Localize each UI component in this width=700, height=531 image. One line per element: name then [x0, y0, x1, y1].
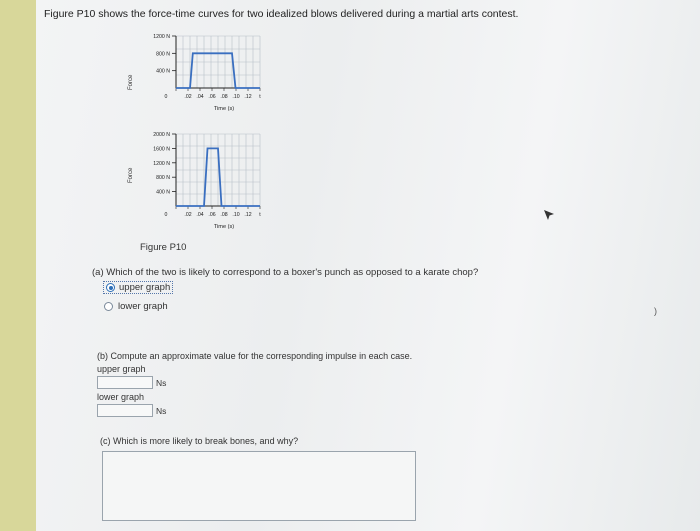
question-c: (c) Which is more likely to break bones, and why? — [100, 436, 299, 446]
lower-xtick-label: .02 — [184, 212, 192, 218]
upper-xlabel: Time (s) — [213, 106, 235, 112]
lower-graph-ylabel: Force — [128, 167, 134, 183]
lower-ytick-label: 400 N — [156, 189, 170, 196]
lower-xtick-label: .04 — [196, 212, 204, 218]
upper-xtick-label: .10 — [232, 94, 240, 100]
problem-statement: Figure P10 shows the force-time curves for two idealized blows delivered during a martial arts contest. — [44, 8, 519, 20]
upper-ytick-label: 400 N — [156, 68, 170, 75]
page-margin-strip — [0, 0, 36, 531]
lower-xtick-label: .08 — [220, 212, 228, 218]
upper-ytick-label: 1200 N — [153, 34, 170, 40]
option-focus-outline — [103, 281, 173, 294]
lower-xtick-label: .12 — [244, 212, 252, 218]
lower-ytick-label: 1200 N — [153, 160, 170, 167]
radio-upper-graph[interactable] — [106, 283, 115, 292]
upper-unit-label: Ns — [156, 378, 167, 388]
upper-xtick-label: .04 — [196, 94, 204, 100]
cursor-arrow-icon — [543, 209, 555, 221]
lower-unit-label: Ns — [156, 406, 167, 416]
upper-xtick-label: t — [259, 94, 261, 100]
lower-force-time-graph — [120, 128, 280, 245]
figure-caption: Figure P10 — [140, 242, 187, 253]
lower-ytick-label: 1600 N — [153, 146, 170, 153]
lower-xtick-label: 0 — [164, 212, 168, 218]
question-a: (a) Which of the two is likely to correspond to a boxer's punch as opposed to a karate chop? — [92, 267, 479, 278]
lower-graph-svg — [120, 128, 280, 240]
upper-graph-label: upper graph — [97, 364, 146, 374]
answer-c-textarea[interactable] — [102, 451, 416, 521]
radio-lower-graph[interactable] — [104, 302, 113, 311]
upper-graph-svg — [120, 30, 280, 124]
upper-xtick-label: .12 — [244, 94, 252, 100]
upper-impulse-input[interactable] — [97, 376, 153, 389]
lower-ytick-label: 800 N — [156, 175, 170, 182]
question-b: (b) Compute an approximate value for the corresponding impulse in each case. — [97, 351, 413, 361]
upper-xtick-label: .02 — [184, 94, 192, 100]
lower-xtick-label: .06 — [208, 212, 216, 218]
upper-xtick-label: .06 — [208, 94, 216, 100]
lower-xlabel: Time (s) — [213, 224, 235, 230]
lower-xtick-label: .10 — [232, 212, 240, 218]
stray-parenthesis: ) — [654, 306, 657, 316]
lower-ytick-label: 2000 N — [153, 132, 170, 138]
lower-graph-label: lower graph — [97, 392, 145, 402]
upper-force-time-graph — [120, 30, 280, 129]
upper-xtick-label: 0 — [164, 94, 168, 100]
upper-xtick-label: .08 — [220, 94, 228, 100]
option-lower-graph-label: lower graph — [118, 301, 168, 312]
option-upper-graph[interactable] — [103, 281, 173, 294]
lower-impulse-input[interactable] — [97, 404, 153, 417]
lower-xtick-label: t — [259, 212, 261, 218]
upper-graph-ylabel: Force — [128, 74, 134, 90]
option-upper-graph-label: upper graph — [119, 282, 171, 293]
upper-ytick-label: 800 N — [156, 51, 170, 58]
option-lower-graph[interactable] — [104, 301, 168, 312]
